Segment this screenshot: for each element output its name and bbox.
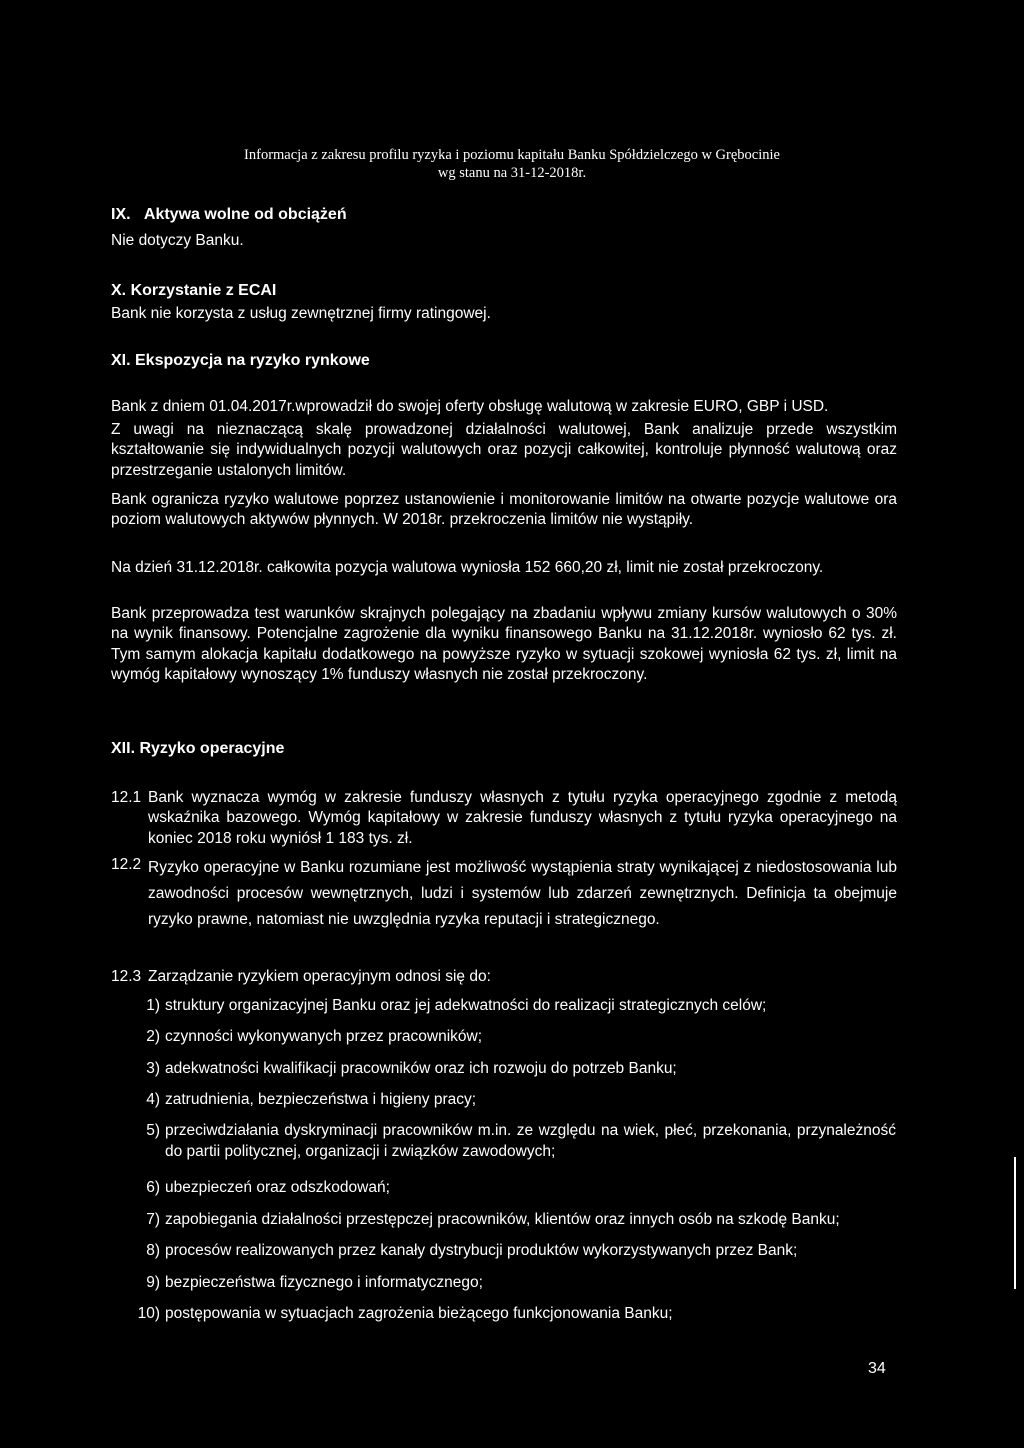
list-item [134,1272,896,1293]
list-number: 8) [146,1242,160,1259]
list-text: struktury organizacyjnej Banku oraz jej adekwatności do realizacji strategicznych celów; [165,997,767,1014]
item-text: Ryzyko operacyjne w Banku rozumiane jest możliwość wystąpienia straty wynikającej z niedostosowania lub zawodności procesów wewnętrznych, ludzi i systemów lub zdarzeń zewnętrznych. Definicja ta obejmuje ryzyko prawne, natomiast nie uwzględnia ryzyka reputacji i strategicznego. [148,859,897,928]
list-item [134,1089,896,1110]
list-text: postępowania w sytuacjach zagrożenia bieżącego funkcjonowania Banku; [165,1305,673,1322]
list-text: zapobiegania działalności przestępczej pracowników, klientów oraz innych osób na szkodę Banku; [165,1211,840,1228]
list-number: 4) [146,1091,160,1108]
list-item [134,1177,896,1198]
list-item [134,1303,896,1324]
list-number: 6) [146,1179,160,1196]
list-number: 1) [146,997,160,1014]
section-12-title: XII. Ryzyko operacyjne [111,740,285,757]
list-text: bezpieczeństwa fizycznego i informatycznego; [165,1274,483,1291]
list-number: 10) [137,1305,160,1322]
list-text: zatrudnienia, bezpieczeństwa i higieny pracy; [165,1091,477,1108]
list-item [134,1240,896,1261]
list-number: 3) [146,1060,160,1077]
section-11-paragraph-1: Bank z dniem 01.04.2017r.wprowadził do swojej oferty obsługę walutową w zakresie EURO, GBP i USD. [111,398,829,415]
section-10-body: Bank nie korzysta z usług zewnętrznej firmy ratingowej. [111,305,491,322]
list-item [134,1026,896,1047]
section-11-paragraph-4: Na dzień 31.12.2018r. całkowita pozycja walutowa wyniosła 152 660,20 zł, limit nie został przekroczony. [111,559,824,576]
header-line-2: wg stanu na 31-12-2018r. [437,165,587,181]
list-item [134,1120,896,1162]
list-text: przeciwdziałania dyskryminacji pracowników m.in. ze względu na wiek, płeć, przekonania, przynależność do partii politycznej, organizacji i związków zawodowych; [165,1122,896,1160]
list-text: procesów realizowanych przez kanały dystrybucji produktów wykorzystywanych przez Bank; [165,1242,798,1259]
list-item [134,1058,896,1079]
item-number: 12.3 [111,968,142,985]
list-text: czynności wykonywanych przez pracowników; [165,1028,483,1045]
list-text: adekwatności kwalifikacji pracowników oraz ich rozwoju do potrzeb Banku; [165,1060,677,1077]
list-number: 7) [146,1211,160,1228]
item-12-3 [111,967,897,987]
section-9-body: Nie dotyczy Banku. [111,232,244,249]
page-number: 34 [868,1360,886,1377]
section-11-title: XI. Ekspozycja na ryzyko rynkowe [111,352,370,369]
section-11-paragraph-5: Bank przeprowadza test warunków skrajnych polegający na zbadaniu wpływu zmiany kursów walutowych o 30% na wynik finansowy. Potencjalne zagrożenie dla wyniku finansowego Banku na 31.12.2018r. wyniosło 62 tys. zł. Tym samym alokacja kapitału dodatkowego na powyższe ryzyko w sytuacji szokowej wyniosła 62 tys. zł, limit na wymóg kapitałowy wynoszący 1% funduszy własnych nie został przekroczony. [111,605,897,684]
scan-edge-line [1014,1157,1016,1289]
item-12-1 [111,788,897,849]
section-11-paragraph-3: Bank ogranicza ryzyko walutowe poprzez ustanowienie i monitorowanie limitów na otwarte pozycje walutowe ora poziom walutowych aktywów płynnych. W 2018r. przekroczenia limitów nie wystąpiły. [111,491,897,529]
item-12-2 [111,855,897,933]
item-number: 12.2 [111,856,142,873]
list-item [134,1209,896,1230]
list-item [134,995,896,1016]
item-text: Zarządzanie ryzykiem operacyjnym odnosi się do: [148,968,491,985]
item-text: Bank wyznacza wymóg w zakresie funduszy własnych z tytułu ryzyka operacyjnego zgodnie z metodą wskaźnika bazowego. Wymóg kapitałowy w zakresie funduszy własnych z tytułu ryzyka operacyjnego na koniec 2018 roku wyniósł 1 183 tys. zł. [148,789,897,847]
list-number: 5) [146,1122,160,1139]
list-number: 2) [146,1028,160,1045]
section-10-title: X. Korzystanie z ECAI [111,282,277,299]
list-text: ubezpieczeń oraz odszkodowań; [165,1179,390,1196]
section-11-paragraph-2: Z uwagi na nieznaczącą skalę prowadzonej działalności walutowej, Bank analizuje przede wszystkim kształtowanie się indywidualnych pozycji walutowych oraz pozycji całkowitej, kontroluje płynność walutową oraz przestrzeganie ustalonych limitów. [111,421,897,479]
item-number: 12.1 [111,789,142,806]
running-header [0,146,1024,182]
list-number: 9) [146,1274,160,1291]
section-9-title: IX. Aktywa wolne od obciążeń [111,206,347,223]
header-line-1: Informacja z zakresu profilu ryzyka i poziomu kapitału Banku Spółdzielczego w Grębocinie [244,147,780,163]
